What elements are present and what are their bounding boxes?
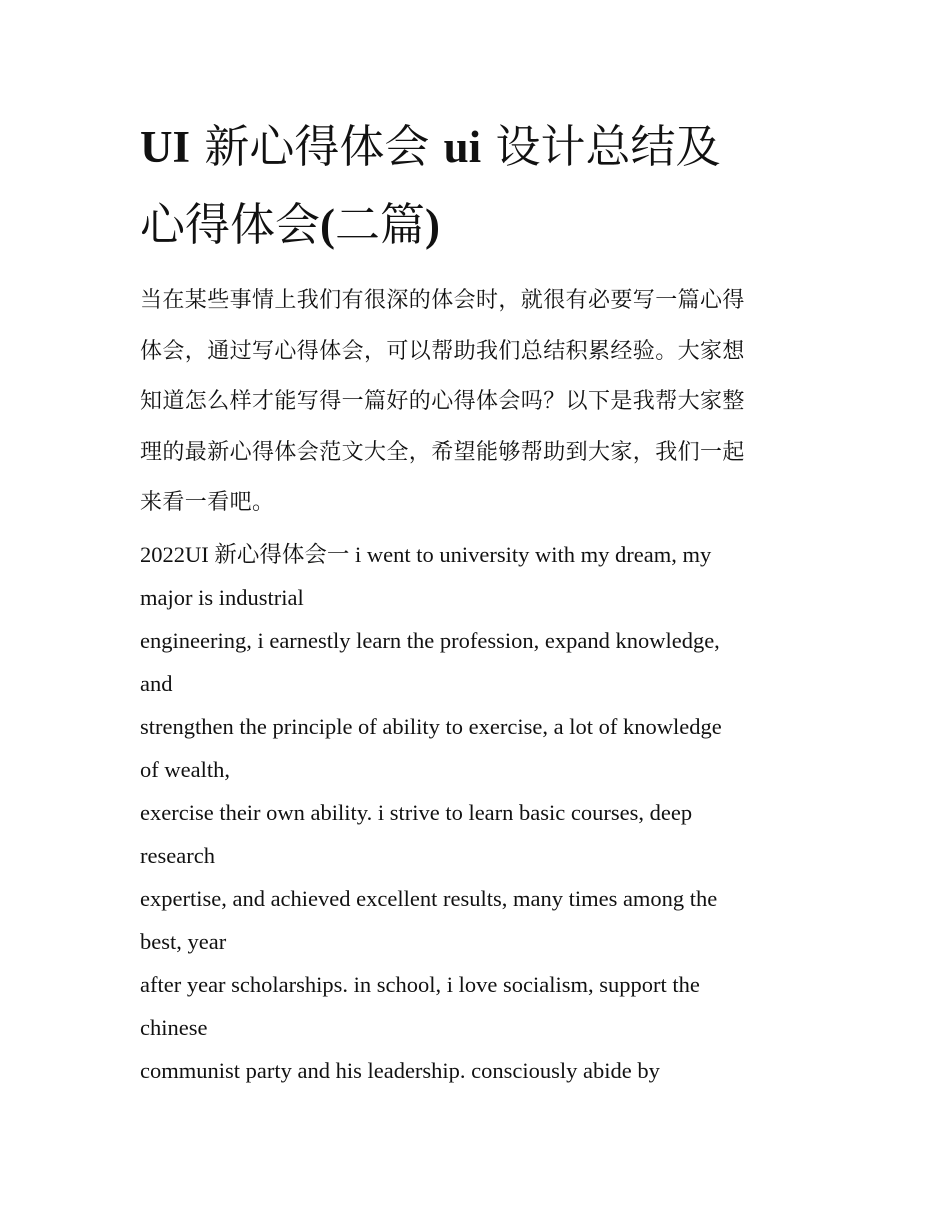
document-content <box>140 108 820 1092</box>
body-line: and <box>140 670 173 696</box>
title-segment: ) <box>425 200 441 250</box>
body-line: major is industrial <box>140 584 304 610</box>
title-segment: ( <box>320 200 336 250</box>
title-segment: 二篇 <box>335 198 426 251</box>
body-line: of wealth, <box>140 756 230 782</box>
body-line: best, year <box>140 928 227 954</box>
title-segment: 设计总结及 <box>481 120 721 173</box>
title-segment: ui <box>443 122 482 172</box>
title-segment: 心得体会 <box>140 198 321 251</box>
body-line: research <box>140 842 215 868</box>
body-line: chinese <box>140 1014 208 1040</box>
intro-line: 当在某些事情上我们有很深的体会时，就很有必要写一篇心得 <box>140 288 745 313</box>
body-text <box>140 533 820 1092</box>
intro-paragraph <box>140 276 820 529</box>
body-line: 2022UI 新心得体会一 i went to university with my dream, my <box>140 541 712 567</box>
body-line: engineering, i earnestly learn the profession, expand knowledge, <box>140 627 720 653</box>
body-line: strengthen the principle of ability to exercise, a lot of knowledge <box>140 713 722 739</box>
intro-line: 理的最新心得体会范文大全，希望能够帮助到大家，我们一起 <box>140 439 745 465</box>
document-title <box>140 108 820 264</box>
body-line: after year scholarships. in school, i love socialism, support the <box>140 971 700 997</box>
body-line: expertise, and achieved excellent results, many times among the <box>140 885 718 911</box>
intro-line: 体会，通过写心得体会，可以帮助我们总结积累经验。大家想 <box>140 338 745 364</box>
title-segment: UI <box>140 122 191 172</box>
body-line: exercise their own ability. i strive to learn basic courses, deep <box>140 799 693 825</box>
intro-line: 来看一看吧。 <box>140 490 275 515</box>
intro-line: 知道怎么样才能写得一篇好的心得体会吗？以下是我帮大家整 <box>140 389 745 414</box>
body-line: communist party and his leadership. consciously abide by <box>140 1057 660 1083</box>
title-segment: 新心得体会 <box>190 120 444 173</box>
